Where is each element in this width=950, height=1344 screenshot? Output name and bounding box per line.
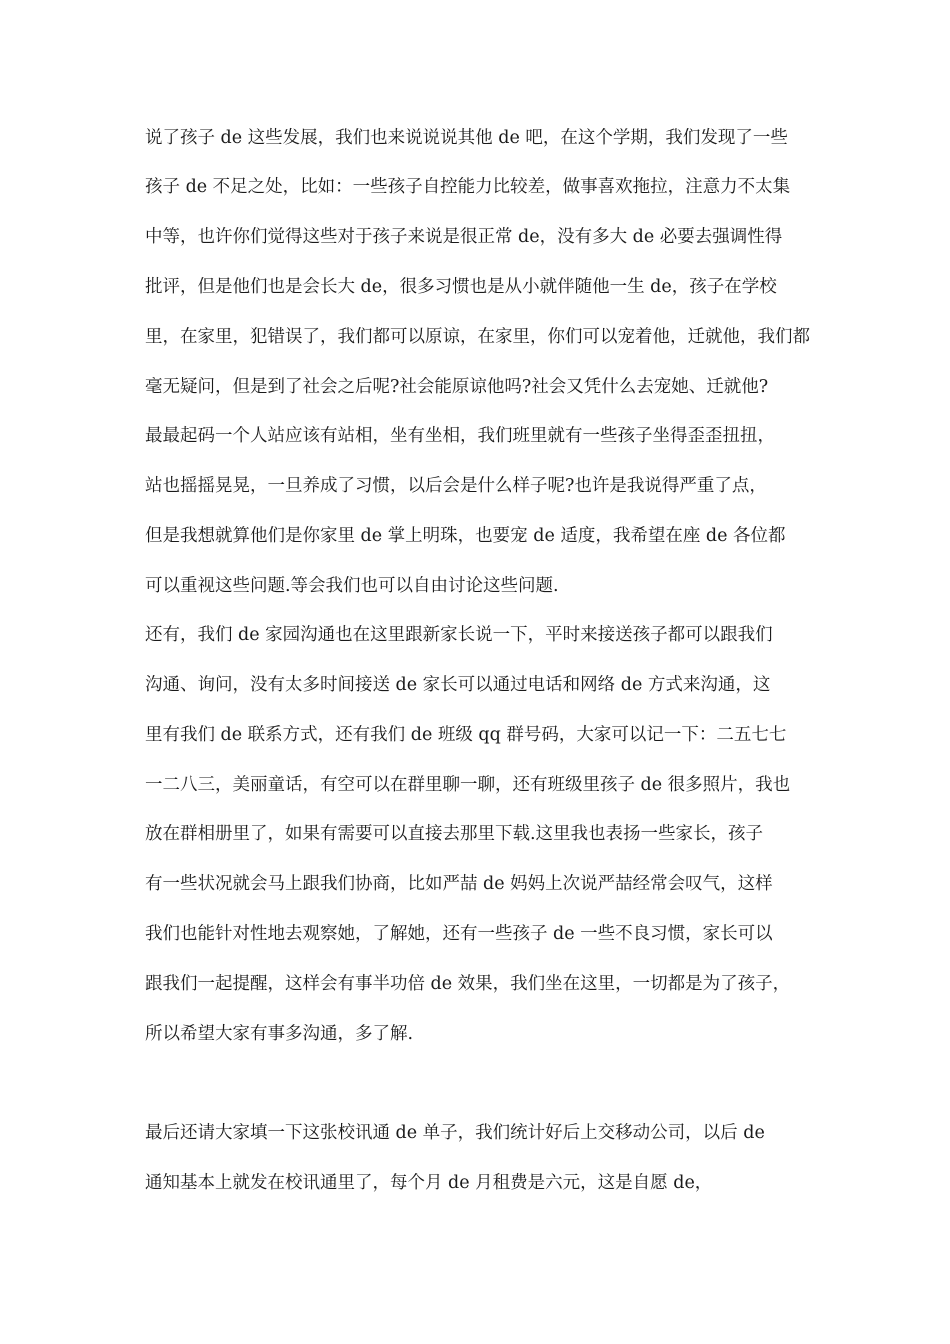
paragraph-2-line-1: 还有，我们 de 家园沟通也在这里跟新家长说一下，平时来接送孩子都可以跟我们	[145, 625, 773, 645]
paragraph-3-line-1: 最后还请大家填一下这张校讯通 de 单子，我们统计好后上交移动公司，以后 de	[145, 1123, 765, 1143]
paragraph-2-line-3: 里有我们 de 联系方式，还有我们 de 班级 qq 群号码，大家可以记一下：二五七七	[145, 725, 787, 745]
paragraph-2-line-7: 我们也能针对性地去观察她，了解她，还有一些孩子 de 一些不良习惯，家长可以	[145, 924, 773, 944]
paragraph-2-line-4: 一二八三，美丽童话，有空可以在群里聊一聊，还有班级里孩子 de 很多照片，我也	[145, 775, 791, 795]
paragraph-2-line-5: 放在群相册里了，如果有需要可以直接去那里下载.这里我也表扬一些家长，孩子	[145, 824, 764, 844]
paragraph-2-line-2: 沟通、询问，没有太多时间接送 de 家长可以通过电话和网络 de 方式来沟通，这	[145, 675, 771, 695]
paragraph-2-line-8: 跟我们一起提醒，这样会有事半功倍 de 效果，我们坐在这里，一切都是为了孩子，	[145, 974, 791, 994]
paragraph-1-line-9: 但是我想就算他们是你家里 de 掌上明珠，也要宠 de 适度，我希望在座 de 各位都	[145, 526, 786, 546]
paragraph-1-line-5: 里，在家里，犯错误了，我们都可以原谅，在家里，你们可以宠着他，迁就他，我们都	[145, 327, 810, 347]
paragraph-1-line-3: 中等，也许你们觉得这些对于孩子来说是很正常 de，没有多大 de 必要去强调性得	[145, 227, 783, 247]
paragraph-2-line-9: 所以希望大家有事多沟通，多了解.	[145, 1024, 414, 1044]
paragraph-1-line-8: 站也摇摇晃晃，一旦养成了习惯，以后会是什么样子呢?也许是我说得严重了点，	[145, 476, 767, 496]
paragraph-1-line-1: 说了孩子 de 这些发展，我们也来说说说其他 de 吧，在这个学期，我们发现了一些	[145, 128, 788, 148]
paragraph-1-line-7: 最最起码一个人站应该有站相，坐有坐相，我们班里就有一些孩子坐得歪歪扭扭，	[145, 426, 775, 446]
paragraph-1-line-10: 可以重视这些问题.等会我们也可以自由讨论这些问题.	[145, 576, 559, 596]
paragraph-1-line-4: 批评，但是他们也是会长大 de，很多习惯也是从小就伴随他一生 de，孩子在学校	[145, 277, 777, 297]
paragraph-1-line-2: 孩子 de 不足之处，比如：一些孩子自控能力比较差，做事喜欢拖拉，注意力不太集	[145, 177, 791, 197]
paragraph-2-line-6: 有一些状况就会马上跟我们协商，比如严喆 de 妈妈上次说严喆经常会叹气，这样	[145, 874, 773, 894]
paragraph-3-line-2: 通知基本上就发在校讯通里了，每个月 de 月租费是六元，这是自愿 de，	[145, 1173, 713, 1193]
paragraph-1-line-6: 毫无疑问，但是到了社会之后呢?社会能原谅他吗?社会又凭什么去宠她、迁就他?	[145, 377, 769, 397]
